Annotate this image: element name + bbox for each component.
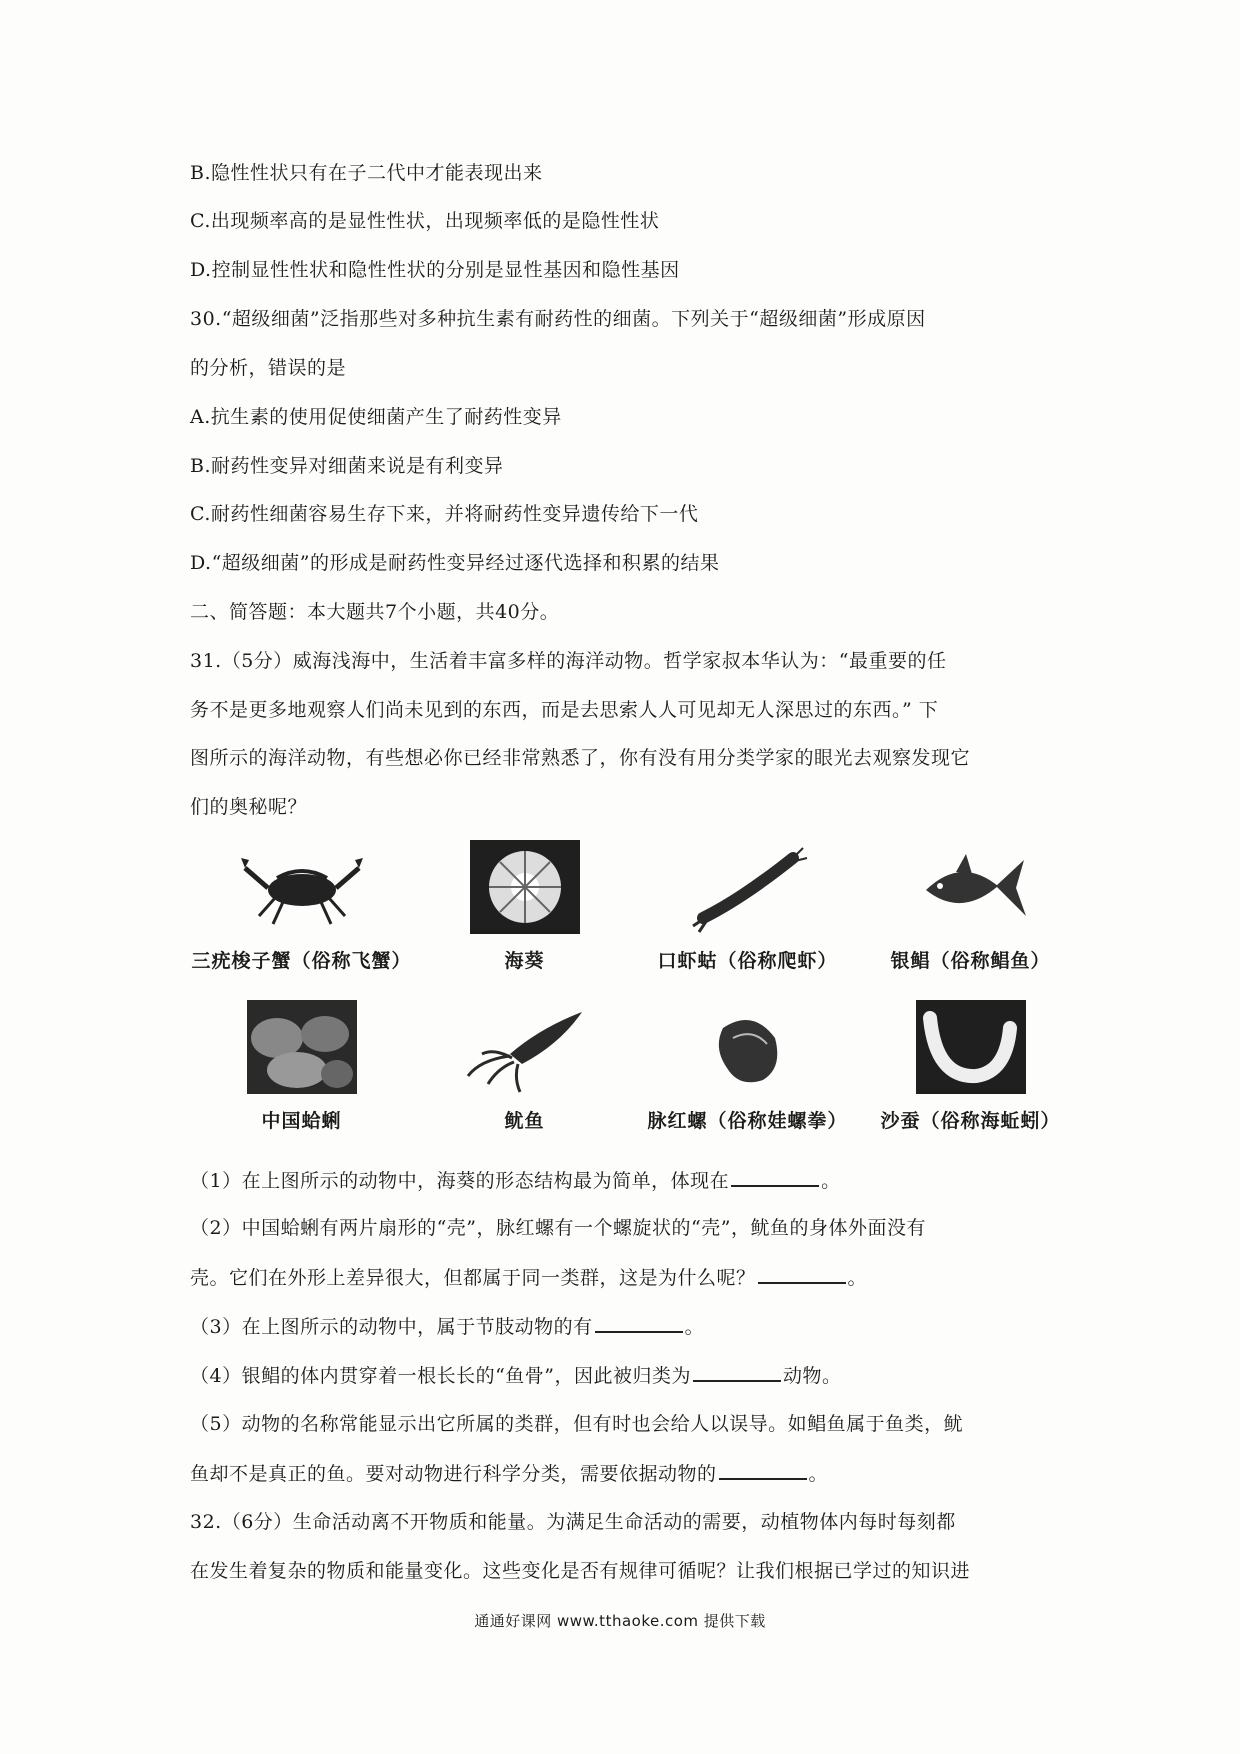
subquestion-4-text: （4）银鲳的体内贯穿着一根长长的“鱼骨”，因此被归类为 [190,1365,692,1387]
caption-crab: 三疣梭子蟹（俗称飞蟹） [191,950,412,972]
subquestion-5: （5）动物的名称常能显示出它所属的类群，但有时也会给人以误导。如鲳鱼属于鱼类，鱿 [190,1413,964,1435]
subquestion-5-cont [190,1460,828,1487]
subquestion-2-end: 。 [847,1267,868,1289]
subquestion-3-end: 。 [684,1316,705,1338]
option-29c: C.出现频率高的是显性性状，出现频率低的是隐性性状 [190,210,660,232]
answer-blank-2[interactable] [758,1264,846,1284]
question-31-stem-2: 务不是更多地观察人们尚未见到的东西，而是去思索人人可见却无人深思过的东西。” 下 [190,699,939,721]
animal-whelk [636,990,859,1150]
animal-crab [190,830,413,990]
option-30c: C.耐药性细菌容易生存下来，并将耐药性变异遗传给下一代 [190,503,699,525]
subquestion-3-text: （3）在上图所示的动物中，属于节肢动物的有 [190,1316,593,1338]
animal-sandworm [859,990,1082,1150]
sandworm-icon [906,998,1036,1096]
option-29d: D.控制显性性状和隐性性状的分别是显性基因和隐性基因 [190,259,680,281]
question-30-stem: 30.“超级细菌”泛指那些对多种抗生素有耐药性的细菌。下列关于“超级细菌”形成原因 [190,308,926,330]
answer-blank-1[interactable] [731,1167,819,1187]
subquestion-4-end: 动物。 [783,1365,842,1387]
subquestion-5-end: 。 [808,1463,829,1485]
crab-icon [237,838,367,936]
answer-blank-4[interactable] [693,1362,781,1382]
clam-icon [237,998,367,1096]
shrimp-icon [683,838,813,936]
animal-clam [190,990,413,1150]
subquestion-1-text: （1）在上图所示的动物中，海葵的形态结构最为简单，体现在 [190,1170,730,1192]
option-30d: D.“超级细菌”的形成是耐药性变异经过逐代选择和积累的结果 [190,552,720,574]
section-heading: 二、简答题：本大题共7个小题，共40分。 [190,601,560,623]
subquestion-3 [190,1313,704,1340]
question-31-stem-4: 们的奥秘呢？ [190,796,308,818]
caption-pomfret: 银鲳（俗称鲳鱼） [890,950,1051,972]
subquestion-2-cont [190,1264,867,1291]
subquestion-1 [190,1167,841,1194]
caption-whelk: 脉红螺（俗称娃螺拳） [647,1110,848,1132]
animal-mantis-shrimp [636,830,859,990]
option-29b: B.隐性性状只有在子二代中才能表现出来 [190,162,543,184]
question-32-stem-2: 在发生着复杂的物质和能量变化。这些变化是否有规律可循呢？让我们根据已学过的知识进 [190,1560,971,1582]
animal-squid [413,990,636,1150]
whelk-icon [683,998,813,1096]
subquestion-4 [190,1362,842,1389]
subquestion-2-text: 壳。它们在外形上差异很大，但都属于同一类群，这是为什么呢？ [190,1267,756,1289]
question-31-stem: 31.（5分）威海浅海中，生活着丰富多样的海洋动物。哲学家叔本华认为：“最重要的任 [190,650,947,672]
answer-blank-3[interactable] [595,1313,683,1333]
caption-clam: 中国蛤蜊 [261,1110,342,1132]
question-32-stem: 32.（6分）生命活动离不开物质和能量。为满足生命活动的需要，动植物体内每时每刻都 [190,1511,956,1533]
animal-anemone [413,830,636,990]
caption-mantis-shrimp: 口虾蛄（俗称爬虾） [657,950,838,972]
question-30-stem-cont: 的分析，错误的是 [190,357,347,379]
subquestion-5-text: 鱼却不是真正的鱼。要对动物进行科学分类，需要依据动物的 [190,1463,717,1485]
squid-icon [460,998,590,1096]
answer-blank-5[interactable] [719,1460,807,1480]
caption-sandworm: 沙蚕（俗称海蚯蚓） [880,1110,1061,1132]
subquestion-1-end: 。 [821,1170,841,1192]
caption-squid: 鱿鱼 [504,1110,545,1132]
animal-pomfret [859,830,1082,990]
marine-animals-figure [190,830,1082,1150]
page-footer: 通通好课网 www.tthaoke.com 提供下载 [474,1612,766,1630]
option-30b: B.耐药性变异对细菌来说是有利变异 [190,455,504,477]
fish-icon [906,838,1036,936]
question-31-stem-3: 图所示的海洋动物，有些想必你已经非常熟悉了，你有没有用分类学家的眼光去观察发现它 [190,747,971,769]
subquestion-2: （2）中国蛤蜊有两片扇形的“壳”，脉红螺有一个螺旋状的“壳”，鱿鱼的身体外面没有 [190,1217,926,1239]
caption-anemone: 海葵 [504,950,545,972]
option-30a: A.抗生素的使用促使细菌产生了耐药性变异 [190,406,562,428]
anemone-icon [460,838,590,936]
